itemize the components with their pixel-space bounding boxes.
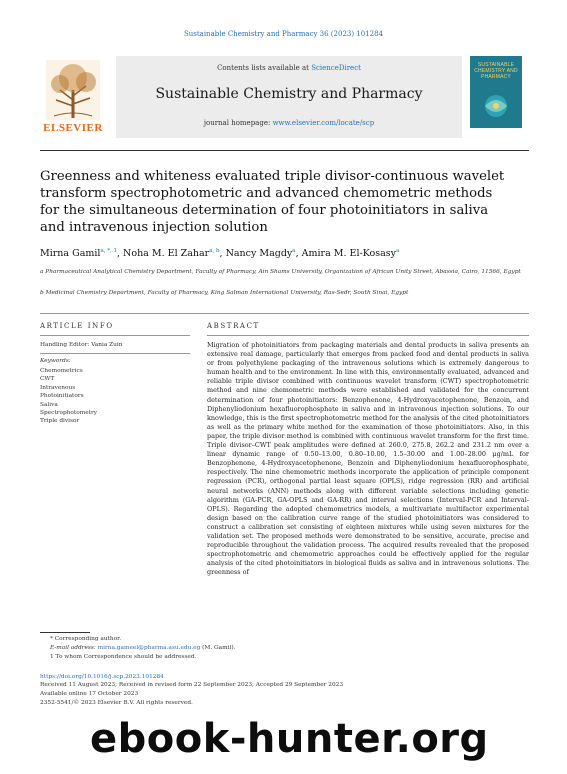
- issn-copyright: 2352-5541/© 2023 Elsevier B.V. All rights reserved.: [40, 700, 193, 706]
- journal-title: Sustainable Chemistry and Pharmacy: [155, 86, 423, 102]
- keywords-divider: [40, 353, 190, 354]
- keyword-item: Chemometrics: [40, 368, 83, 374]
- corresponding-author-note: * Corresponding author.: [50, 636, 122, 642]
- article-info-heading: ARTICLE INFO: [40, 322, 114, 330]
- email-label: E-mail address:: [50, 645, 98, 651]
- journal-citation[interactable]: Sustainable Chemistry and Pharmacy 36 (2023) 101284: [183, 30, 384, 38]
- email-link[interactable]: mirna.gameel@pharma.asu.edu.eg: [97, 645, 201, 651]
- abstract-divider: [207, 335, 529, 336]
- email-footnote: [50, 645, 235, 651]
- header-divider: [40, 150, 529, 151]
- journal-header: [40, 56, 529, 138]
- keyword-item: Photoinitiators: [40, 393, 84, 400]
- received-dates: Received 11 August 2023; Received in revised form 22 September 2023; Accepted 29 September 2023: [40, 682, 344, 688]
- homepage-link[interactable]: www.elsevier.com/locate/scp: [272, 119, 375, 127]
- elsevier-wordmark: ELSEVIER: [43, 122, 103, 134]
- abstract-heading: ABSTRACT: [207, 322, 260, 330]
- keyword-item: Saliva: [40, 401, 58, 408]
- author-name[interactable]: Noha M. El Zahar: [123, 248, 210, 260]
- footnote-divider: [40, 632, 90, 633]
- cover-title: SUSTAINABLE CHEMISTRY AND PHARMACY: [474, 62, 518, 80]
- author-name[interactable]: Mirna Gamil: [40, 248, 101, 260]
- article-title: Greenness and whiteness evaluated triple divisor-continuous wavelet transform spectrophotometric and advanced chemometric methods for the simultaneous determination of four photoinitiators in saliva and intravenous injection solution: [40, 169, 505, 235]
- author-affiliation-marker[interactable]: a: [396, 248, 400, 254]
- contents-prefix: Contents lists available at: [217, 64, 312, 72]
- keywords-list: [40, 367, 97, 426]
- contents-availability: [116, 64, 462, 72]
- author-name[interactable]: Nancy Magdy: [225, 248, 293, 260]
- journal-masthead: [116, 56, 462, 138]
- author-affiliation-marker[interactable]: a: [292, 248, 296, 254]
- doi-link[interactable]: https://doi.org/10.1016/j.scp.2023.101284: [40, 674, 164, 680]
- keywords-label: Keywords:: [40, 358, 71, 364]
- site-watermark: ebook-hunter.org: [90, 716, 489, 762]
- keyword-item: CWT: [40, 376, 55, 383]
- handling-editor: Handling Editor: Vania Zuin: [40, 342, 123, 348]
- elsevier-logo[interactable]: [40, 56, 106, 138]
- abstract-body: Migration of photoinitiators from packaging materials and dental products in saliva presents an extensive real damage, particularly that emerges from packed food and dental products in saliva or from polyethylene packaging of the intravenous solutions which is extremely dangerous to human health and to the environment. In line with this, environmentally evaluated, advanced and reliable triple divisor combined with continuous wavelet transform (CWT) spectrophotometric method and nine chemometric methods were established and validated for the concurrent determination of four photoinitiators: Benzophenone, 4-Hydroxyacetophenone, Benzoin, and Diphenyliodonium hexafluorophosphate in saliva and in intravenous injection solutions. To our knowledge, this is the first spectrophotometric method for the analysis of the cited photoinitiators as well as the primary white method for the examination of those photoinitiators. Also, in this paper, the triple divisor method is combined with continuous wavelet transform for the first time. Triple divisor–CWT peak amplitudes were defined at 260.0, 275.8, 262.2 and 231.2 nm over a linear dynamic range of 0.50–13.00, 0.80–10.00, 1.5–30.00 and 1.00–28.00 μg/mL for Benzophenone, 4-Hydroxyacetophenone, Benzoin and Diphenyliodonium hexafluorophosphate, respectively. The nine chemometric methods incorporate the application of principle component regression (PCR), orthogonal partial least square (OPLS), ridge regression (RR) and artificial neural networks (ANN) methods along with different variable selections including genetic algorithm (GA-PCR, GA-OPLS and GA-RR) and interval selections (Interval-PCR and Interval-OPLS). Regarding the adopted chemometrics models, a multivariate multifactor experimental design based on the calibration curve range of the studied photoinitiators was considered to construct a calibration set consisting of eighteen mixtures while using seven mixtures for the validation set. The proposed methods were demonstrated to be sensitive, accurate, precise and reproducible throughout the validation process. The acquired results revealed that the proposed spectrophotometric and chemometric approaches could be effectively applied for the regular analysis of the cited photoinitiators in biological fluids as saliva and in intravenous solutions. The greenness of: [207, 341, 529, 577]
- affiliation-b: b Medicinal Chemistry Department, Faculty of Pharmacy, King Salman International University, Ras-Sedr, South Sinai, Egypt: [40, 290, 409, 296]
- correspondence-note: 1 To whom Correspondence should be addressed.: [50, 654, 197, 660]
- keyword-item: Intravenous: [40, 384, 76, 391]
- affiliation-a: a Pharmaceutical Analytical Chemistry Department, Faculty of Pharmacy, Ain Shams University, Organization of African Unity Street, Abassia, Cairo, 11566, Egypt: [40, 269, 521, 275]
- elsevier-tree-icon: [46, 60, 100, 120]
- section-divider: [40, 313, 529, 314]
- cover-art-icon: [478, 92, 514, 120]
- journal-homepage: [116, 119, 462, 127]
- author-affiliation-marker[interactable]: a, b: [209, 248, 220, 254]
- journal-cover-image[interactable]: [470, 56, 522, 128]
- sciencedirect-link[interactable]: ScienceDirect: [311, 64, 361, 72]
- author-name[interactable]: Amira M. El-Kosasy: [301, 248, 397, 260]
- homepage-prefix: journal homepage:: [203, 119, 273, 127]
- available-online: Available online 17 October 2023: [40, 691, 139, 697]
- keyword-item: Spectrophotometry: [40, 410, 98, 417]
- author-affiliation-marker[interactable]: a, *, 1: [100, 248, 117, 254]
- keyword-item: Triple divisor: [40, 418, 80, 425]
- article-info-divider: [40, 335, 190, 336]
- email-suffix: (M. Gamil).: [200, 645, 236, 651]
- author-list: Mirna Gamil$^{a, *, 1}$, Noha M. El Zahar$^{a, b}$, Nancy Magdy$^a$, Amira M. El-Kosasy$^a$: [40, 248, 400, 260]
